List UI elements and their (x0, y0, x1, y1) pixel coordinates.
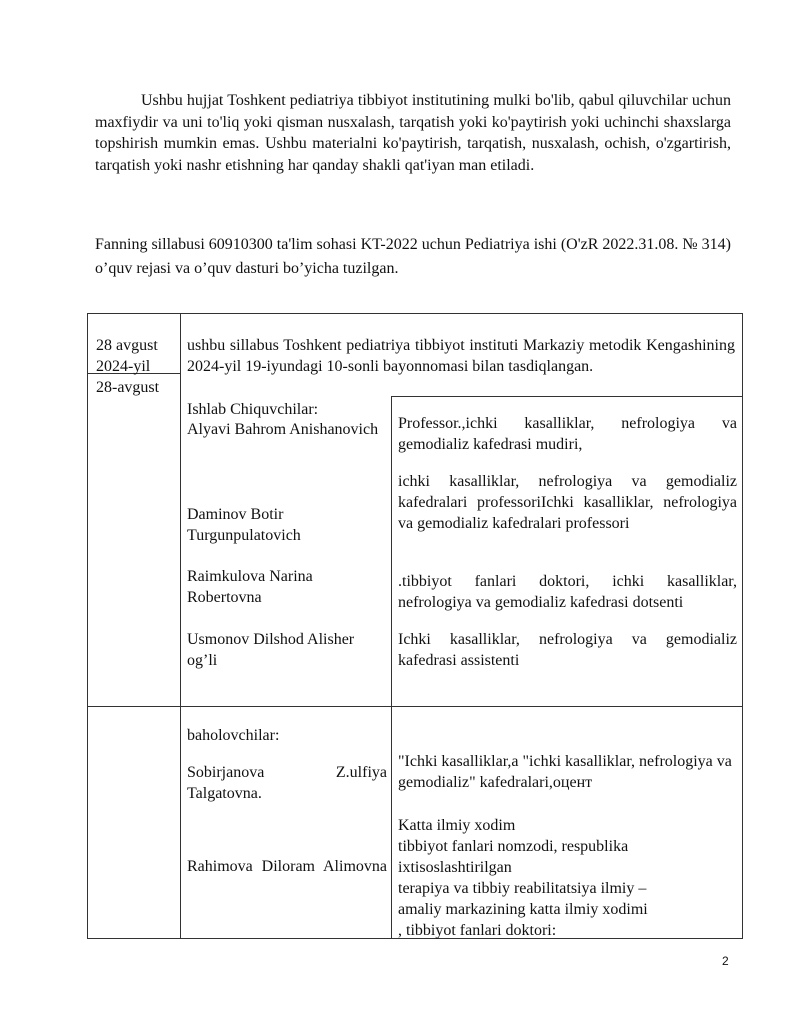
developer-role: ichki kasalliklar, nefrologiya va gemodializ kafedralari professoriIchki kasalliklar, nefrologiya va gemodializ kafedralari professori (398, 473, 737, 532)
confidentiality-notice (95, 90, 731, 176)
date-cell (96, 335, 180, 398)
developers-heading: Ishlab Chiquvchilar: (187, 401, 319, 418)
developer-role: Professor.,ichki kasalliklar, nefrologiya va gemodializ kafedrasi mudiri, (398, 415, 737, 453)
reviewer-role-line: Katta ilmiy xodim (398, 817, 516, 834)
developer-name: Daminov Botir Turgunpulatovich (187, 506, 301, 544)
date-line: 2024-yil (96, 358, 151, 375)
table-divider-approval (391, 396, 742, 397)
confidentiality-paragraph: Ushbu hujjat Toshkent pediatriya tibbiyot institutining mulki bo'lib, qabul qiluvchilar uchun maxfiydir va uni to'liq yoki qisman nusxalash, tarqatish yoki ko'paytirish yoki uchinchi shaxslarga topshirish mumkin emas. Ushbu materialni ko'paytirish, tarqatish, nusxalash, ochish, o'zgartirish, tarqatish yoki nashr etishning har qanday shakli qat'iyan man etiladi. (95, 92, 731, 174)
reviewers-heading: baholovchilar: (187, 727, 280, 744)
reviewer-name: Sobirjanova Z.ulfiya Talgatovna. (187, 764, 387, 802)
reviewer-role-line: tibbiyot fanlari nomzodi, respublika (398, 838, 629, 855)
developer-name: Alyavi Bahrom Anishanovich (187, 421, 379, 438)
developer-name: Usmonov Dilshod Alisher og’li (187, 631, 355, 669)
date-line: 28-avgust (96, 379, 160, 396)
reviewer-role (398, 815, 737, 941)
reviewer-role-line: , tibbiyot fanlari doktori: (398, 922, 557, 939)
reviewer-role-line: terapiya va tibbiy reabilitatsiya ilmiy – (398, 880, 647, 897)
table-divider-col1 (180, 314, 181, 938)
syllabus-basis-paragraph: Fanning sillabusi 60910300 ta'lim sohasi KT-2022 uchun Pediatriya ishi (O'zR 2022.31.08. № 314) o’quv rejasi va o’quv dasturi bo’yicha tuzilgan. (95, 236, 731, 277)
reviewer-role-line: ixtisoslashtirilgan (398, 859, 512, 876)
reviewer-role: "Ichki kasalliklar,a "ichki kasalliklar, nefrologiya va gemodializ" kafedralari,оцент (398, 753, 732, 791)
developer-name: Raimkulova Narina Robertovna (187, 568, 313, 606)
reviewer-role-line: amaliy markazining katta ilmiy xodimi (398, 901, 648, 918)
table-divider-col2 (391, 396, 392, 938)
developer-role: .tibbiyot fanlari doktori, ichki kasalliklar, nefrologiya va gemodializ kafedrasi dotsenti (398, 573, 737, 611)
approval-table (87, 313, 743, 939)
page-number: 2 (722, 954, 729, 968)
reviewer-name: Rahimova Diloram Alimovna (187, 858, 387, 875)
syllabus-basis (95, 233, 731, 281)
approval-text: ushbu sillabus Toshkent pediatriya tibbiyot instituti Markaziy metodik Kengashining 2024-yil 19-iyundagi 10-sonli bayonnomasi bilan tasdiqlangan. (187, 337, 735, 375)
table-divider-reviewers (88, 706, 742, 707)
developer-role: Ichki kasalliklar, nefrologiya va gemodializ kafedrasi assistenti (398, 631, 737, 669)
date-line: 28 avgust (96, 337, 158, 354)
